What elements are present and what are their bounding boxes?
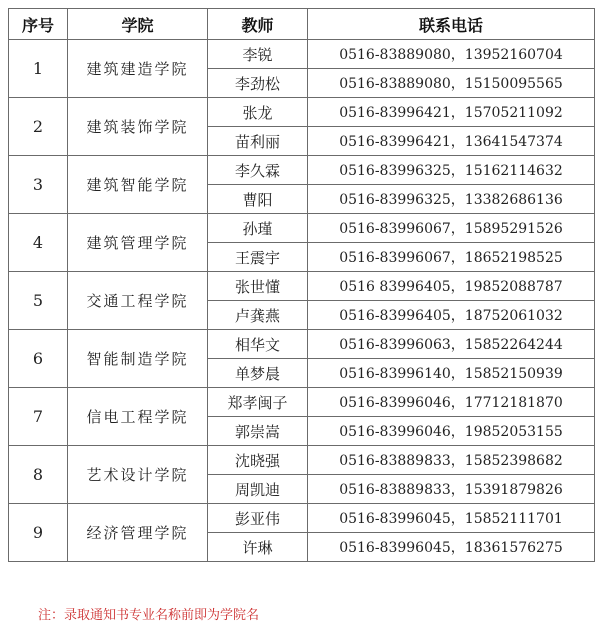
- group-index: 3: [9, 156, 68, 214]
- group-index: 9: [9, 504, 68, 562]
- group-index: 8: [9, 446, 68, 504]
- phone-number: 0516-83889080，13952160704: [308, 40, 595, 69]
- phone-number: 0516-83889833，15391879826: [308, 475, 595, 504]
- phone-number: 0516-83996421，15705211092: [308, 98, 595, 127]
- phone-number: 0516-83996140，15852150939: [308, 359, 595, 388]
- group-index: 2: [9, 98, 68, 156]
- table-row: [9, 98, 595, 127]
- college-name: 建筑管理学院: [68, 214, 208, 272]
- college-name: 建筑装饰学院: [68, 98, 208, 156]
- teacher-name: 李劲松: [208, 69, 308, 98]
- teacher-name: 王震宇: [208, 243, 308, 272]
- teacher-name: 单梦晨: [208, 359, 308, 388]
- table-row: [9, 330, 595, 359]
- teacher-name: 卢龚燕: [208, 301, 308, 330]
- phone-number: 0516-83996046，17712181870: [308, 388, 595, 417]
- phone-number: 0516-83996325，15162114632: [308, 156, 595, 185]
- teacher-name: 李锐: [208, 40, 308, 69]
- college-name: 交通工程学院: [68, 272, 208, 330]
- phone-number: 0516-83996063，15852264244: [308, 330, 595, 359]
- phone-number: 0516-83996067，15895291526: [308, 214, 595, 243]
- phone-number: 0516-83889080，15150095565: [308, 69, 595, 98]
- teacher-name: 郭崇嵩: [208, 417, 308, 446]
- college-name: 智能制造学院: [68, 330, 208, 388]
- teacher-name: 李久霖: [208, 156, 308, 185]
- header-index: 序号: [9, 9, 68, 40]
- group-index: 4: [9, 214, 68, 272]
- phone-number: 0516-83996045，18361576275: [308, 533, 595, 562]
- table-row: [9, 446, 595, 475]
- header-row: [9, 9, 595, 40]
- teacher-name: 相华文: [208, 330, 308, 359]
- header-phone: 联系电话: [308, 9, 595, 40]
- phone-number: 0516 83996405，19852088787: [308, 272, 595, 301]
- teacher-name: 周凯迪: [208, 475, 308, 504]
- teacher-name: 许琳: [208, 533, 308, 562]
- teacher-name: 郑孝闽子: [208, 388, 308, 417]
- college-name: 经济管理学院: [68, 504, 208, 562]
- phone-number: 0516-83889833，15852398682: [308, 446, 595, 475]
- teacher-name: 孙瑾: [208, 214, 308, 243]
- college-name: 建筑智能学院: [68, 156, 208, 214]
- group-index: 6: [9, 330, 68, 388]
- table-row: [9, 272, 595, 301]
- teacher-name: 张世懂: [208, 272, 308, 301]
- table-row: [9, 504, 595, 533]
- header-teacher: 教师: [208, 9, 308, 40]
- phone-number: 0516-83996067，18652198525: [308, 243, 595, 272]
- phone-number: 0516-83996405，18752061032: [308, 301, 595, 330]
- teacher-name: 张龙: [208, 98, 308, 127]
- phone-number: 0516-83996421，13641547374: [308, 127, 595, 156]
- teacher-name: 彭亚伟: [208, 504, 308, 533]
- college-name: 信电工程学院: [68, 388, 208, 446]
- table-row: [9, 156, 595, 185]
- group-index: 7: [9, 388, 68, 446]
- footnote: 注：录取通知书专业名称前即为学院名: [38, 608, 260, 623]
- table-row: [9, 214, 595, 243]
- group-index: 1: [9, 40, 68, 98]
- college-name: 建筑建造学院: [68, 40, 208, 98]
- header-college: 学院: [68, 9, 208, 40]
- group-index: 5: [9, 272, 68, 330]
- contact-table: [8, 8, 595, 562]
- teacher-name: 苗利丽: [208, 127, 308, 156]
- phone-number: 0516-83996046，19852053155: [308, 417, 595, 446]
- college-name: 艺术设计学院: [68, 446, 208, 504]
- teacher-name: 曹阳: [208, 185, 308, 214]
- table-row: [9, 40, 595, 69]
- table-row: [9, 388, 595, 417]
- teacher-name: 沈晓强: [208, 446, 308, 475]
- phone-number: 0516-83996325，13382686136: [308, 185, 595, 214]
- phone-number: 0516-83996045，15852111701: [308, 504, 595, 533]
